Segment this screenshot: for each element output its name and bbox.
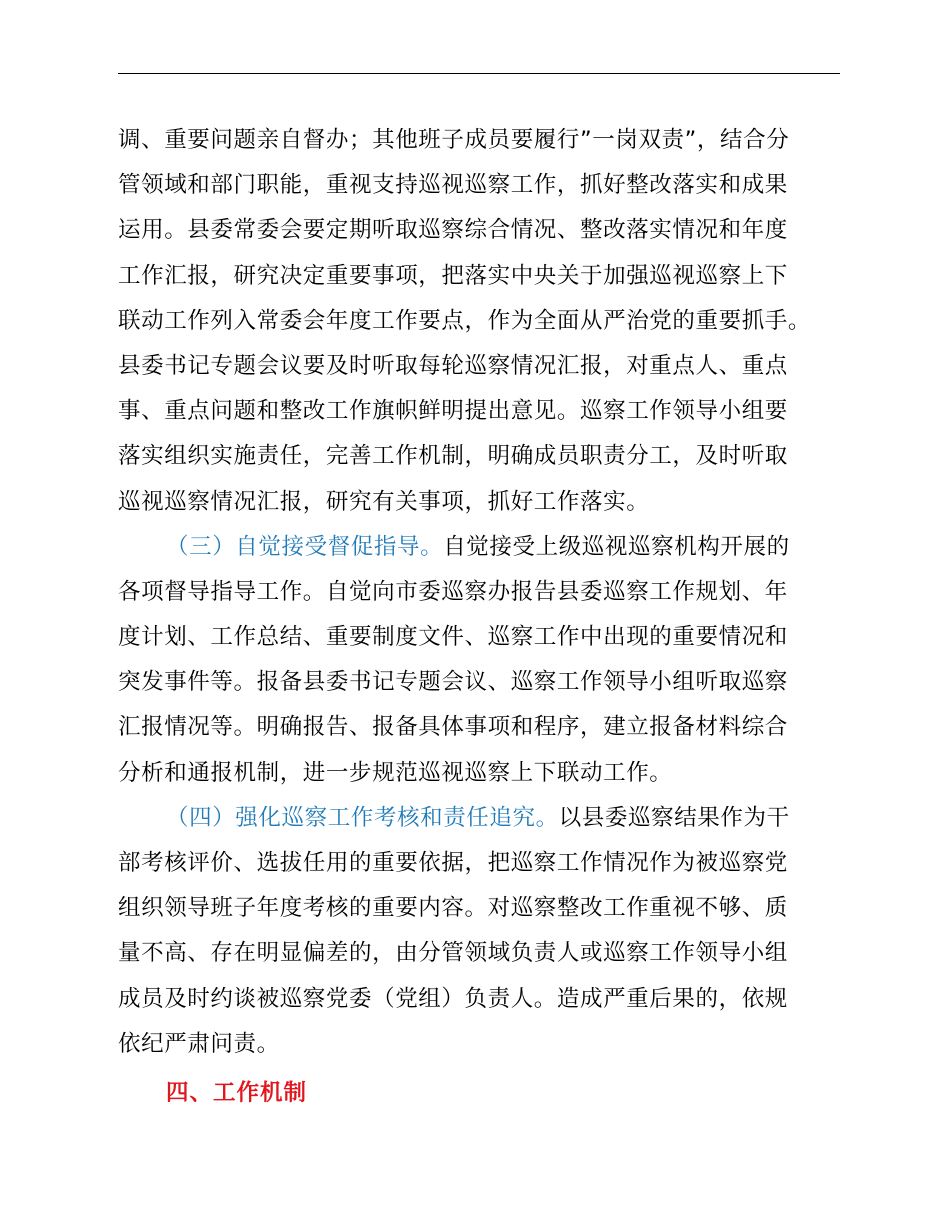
text-line: 各项督导指导工作。自觉向市委巡察办报告县委巡察工作规划、年 xyxy=(118,578,788,605)
text-line: 县委书记专题会议要及时听取每轮巡察情况汇报，对重点人、重点 xyxy=(118,352,788,379)
text-run: 自觉接受上级巡视巡察机构开展的 xyxy=(443,533,790,560)
text-line: 管领域和部门职能，重视支持巡视巡察工作，抓好整改落实和成果 xyxy=(118,172,788,199)
section-heading-work-mechanism: 四、工作机制 xyxy=(166,1079,308,1106)
text-line: 度计划、工作总结、重要制度文件、巡察工作中出现的重要情况和 xyxy=(118,624,788,651)
text-line: 量不高、存在明显偏差的，由分管领域负责人或巡察工作领导小组 xyxy=(118,940,788,967)
document-body xyxy=(118,118,844,1119)
text-line: 落实组织实施责任，完善工作机制，明确成员职责分工，及时听取 xyxy=(118,443,788,470)
text-run: 以县委巡察结果作为干 xyxy=(558,804,790,831)
subheading-supervision-guidance: （三）自觉接受督促指导。 xyxy=(166,533,444,560)
text-line: 部考核评价、选拔任用的重要依据，把巡察工作情况作为被巡察党 xyxy=(118,850,788,876)
text-line: 汇报情况等。明确报告、报备具体事项和程序，建立报备材料综合 xyxy=(118,714,788,741)
subheading-assessment-accountability: （四）强化巡察工作考核和责任追究。 xyxy=(166,804,559,831)
text-line: 组织领导班子年度考核的重要内容。对巡察整改工作重视不够、质 xyxy=(118,895,788,922)
text-line: 突发事件等。报备县委书记专题会议、巡察工作领导小组听取巡察 xyxy=(118,669,788,696)
text-line-first xyxy=(118,525,844,570)
text-line: 调、重要问题亲自督办；其他班子成员要履行”一岗双责”，结合分 xyxy=(118,127,790,153)
text-line: 巡视巡察情况汇报，研究有关事项，抓好工作落实。 xyxy=(118,488,650,515)
text-line: 运用。县委常委会要定期听取巡察综合情况、整改落实情况和年度 xyxy=(118,217,788,244)
header-rule xyxy=(118,73,840,74)
text-line: 依纪严肃问责。 xyxy=(118,1030,280,1057)
text-line: 事、重点问题和整改工作旗帜鲜明提出意见。巡察工作领导小组要 xyxy=(118,398,788,425)
paragraph-leadership-duties xyxy=(118,118,844,525)
text-line-first xyxy=(118,796,844,841)
text-line: 分析和通报机制，进一步规范巡视巡察上下联动工作。 xyxy=(118,759,673,786)
text-line: 成员及时约谈被巡察党委（党组）负责人。造成严重后果的，依规 xyxy=(118,985,788,1012)
paragraph-supervision-guidance xyxy=(118,525,844,796)
text-line: 联动工作列入常委会年度工作要点，作为全面从严治党的重要抓手。 xyxy=(118,307,812,334)
text-line: 工作汇报，研究决定重要事项，把落实中央关于加强巡视巡察上下 xyxy=(118,262,788,289)
paragraph-assessment-accountability xyxy=(118,796,844,1067)
